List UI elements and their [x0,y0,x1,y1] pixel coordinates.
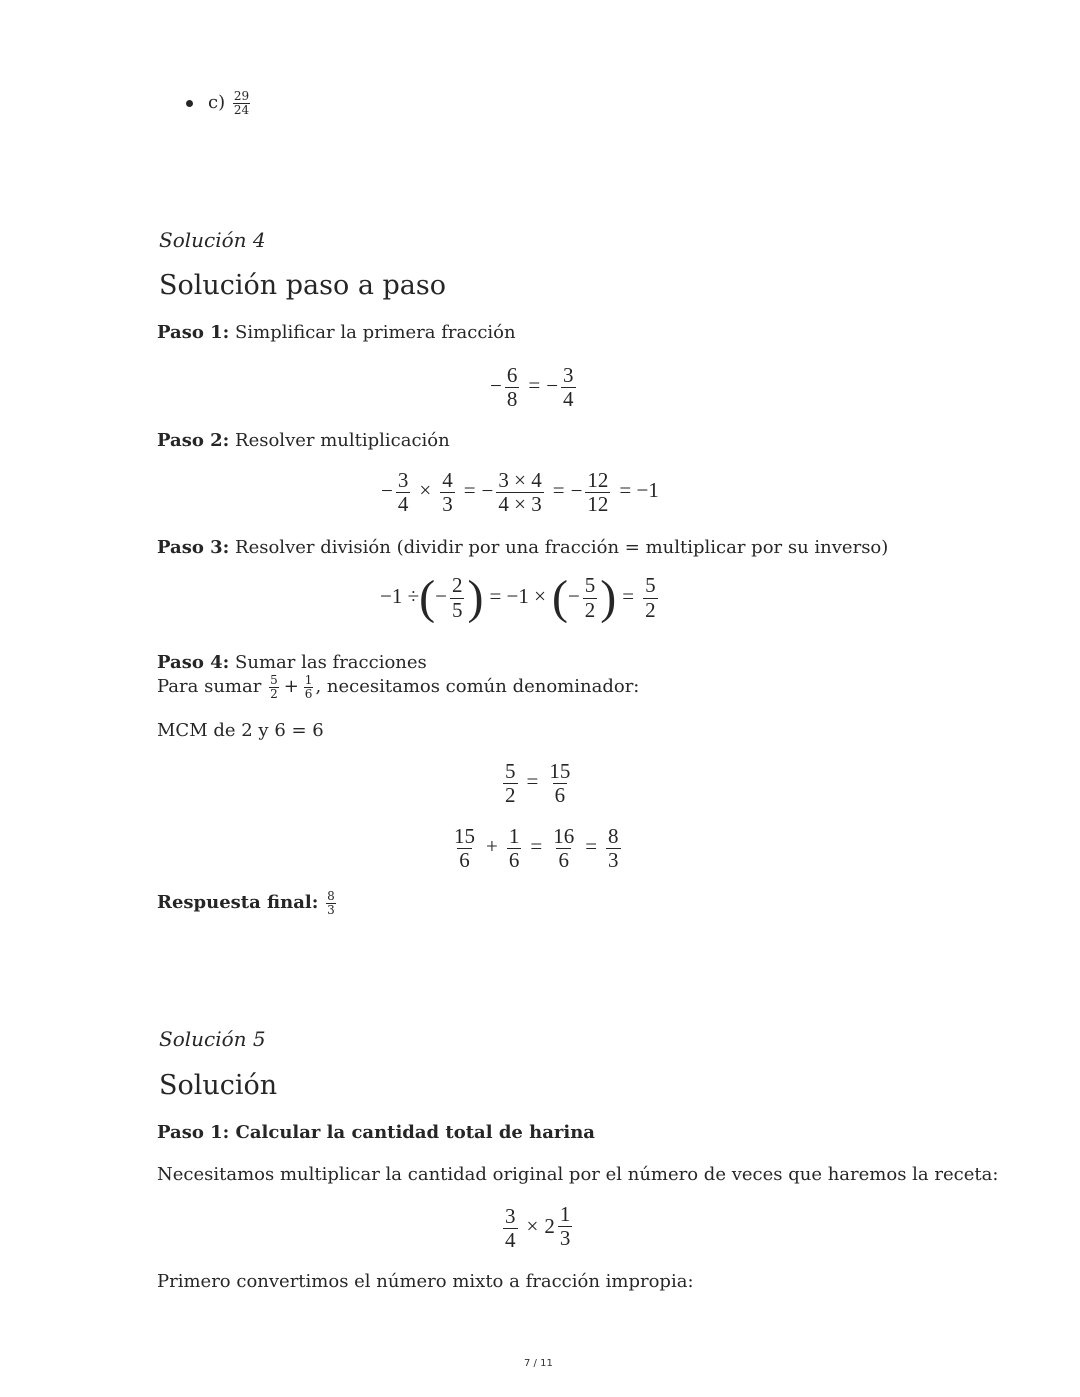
paso-3: Paso 3: Resolver división (dividir por una fracción = multiplicar por su inverso) [157,537,889,558]
sol5-paso-1: Paso 1: Calcular la cantidad total de harina [157,1122,595,1143]
equation-4b: $\frac{15}{6}$ + $\frac{1}{6}$ = $\frac{16}{6}$ = $\frac{8}{3}$ [454,824,619,873]
paso-2: Paso 2: Resolver multiplicación [157,430,450,451]
paso-4: Paso 4: Sumar las fracciones [157,652,427,673]
page-number: 7 / 11 [524,1358,553,1369]
solution-5-title: Solución [159,1070,278,1101]
equation-4a: $\frac{5}{2}$ = $\frac{15}{6}$ [505,759,571,808]
solution-5-kicker: Solución 5 [159,1027,266,1051]
option-c [208,90,252,116]
paso-1: Paso 1: Simplificar la primera fracción [157,322,516,343]
mcm-line: MCM de 2 y 6 = 6 [157,720,324,741]
solution-4-title: Solución paso a paso [159,270,447,301]
solution-4-kicker: Solución 4 [159,228,266,252]
sol5-text-1: Necesitamos multiplicar la cantidad original por el número de veces que haremos la receta: [157,1164,999,1185]
para-sumar-line: Para sumar $\frac{5}{2}$ + $\frac{1}{6}$ , necesitamos común denominador: [157,673,640,701]
final-answer: Respuesta final: $\frac{8}{3}$ [157,889,335,917]
equation-5: $\frac{3}{4}$ × 2 $\frac{1}{3}$ [505,1202,571,1252]
option-c-label: c) [208,92,226,114]
sol5-text-2: Primero convertimos el número mixto a fracción impropia: [157,1271,694,1292]
option-c-fraction: $\frac{29}{24}$ [233,89,250,117]
equation-1: − $\frac{6}{8}$ = − $\frac{3}{4}$ [490,363,574,412]
equation-3: −1 ÷(− $\frac{2}{5}$ ) = −1 × (− $\frac{5}{2}$ ) = $\frac{5}{2}$ [380,571,656,624]
bullet-icon [186,100,193,107]
equation-2: − $\frac{3}{4}$ × $\frac{4}{3}$ = − $\frac{3 \times 4}{4 \times 3}$ = − $\frac{12}{12}$ = −1 [381,468,659,517]
